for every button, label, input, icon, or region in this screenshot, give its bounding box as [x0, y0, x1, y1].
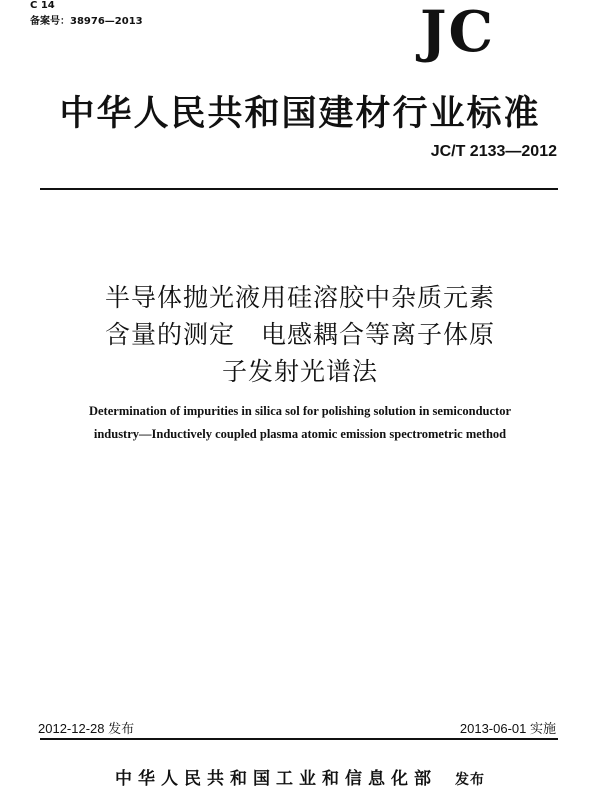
title-cn-line-2: 含量的测定 电感耦合等离子体原 [104, 320, 495, 349]
issuer-name: 中华人民共和国工业和信息化部 [115, 769, 437, 789]
jc-logo: JC [420, 0, 496, 65]
issue-date: 2012-12-28 发布 [38, 721, 135, 736]
title-en-line-1: Determination of impurities in silica sol for polishing solution in semiconductor [88, 404, 511, 418]
title-cn-line-1: 半导体抛光液用硅溶胶中杂质元素 [104, 283, 495, 312]
footer-divider [40, 738, 558, 740]
title-en-line-2: industry—Inductively coupled plasma atomic emission spectrometric method [93, 427, 507, 441]
standard-title: 中华人民共和国建材行业标准 [59, 93, 541, 134]
effective-date: 2013-06-01 实施 [459, 721, 556, 736]
issuer-action: 发布 [455, 772, 485, 788]
title-cn-line-3: 子发射光谱法 [221, 357, 378, 386]
issuer-line [80, 764, 520, 789]
ccs-code: C 14 [30, 0, 55, 11]
record-number: 备案号：38976—2013 [30, 16, 143, 27]
standard-number: JC/T 2133—2012 [430, 143, 557, 160]
header-divider [40, 188, 558, 190]
